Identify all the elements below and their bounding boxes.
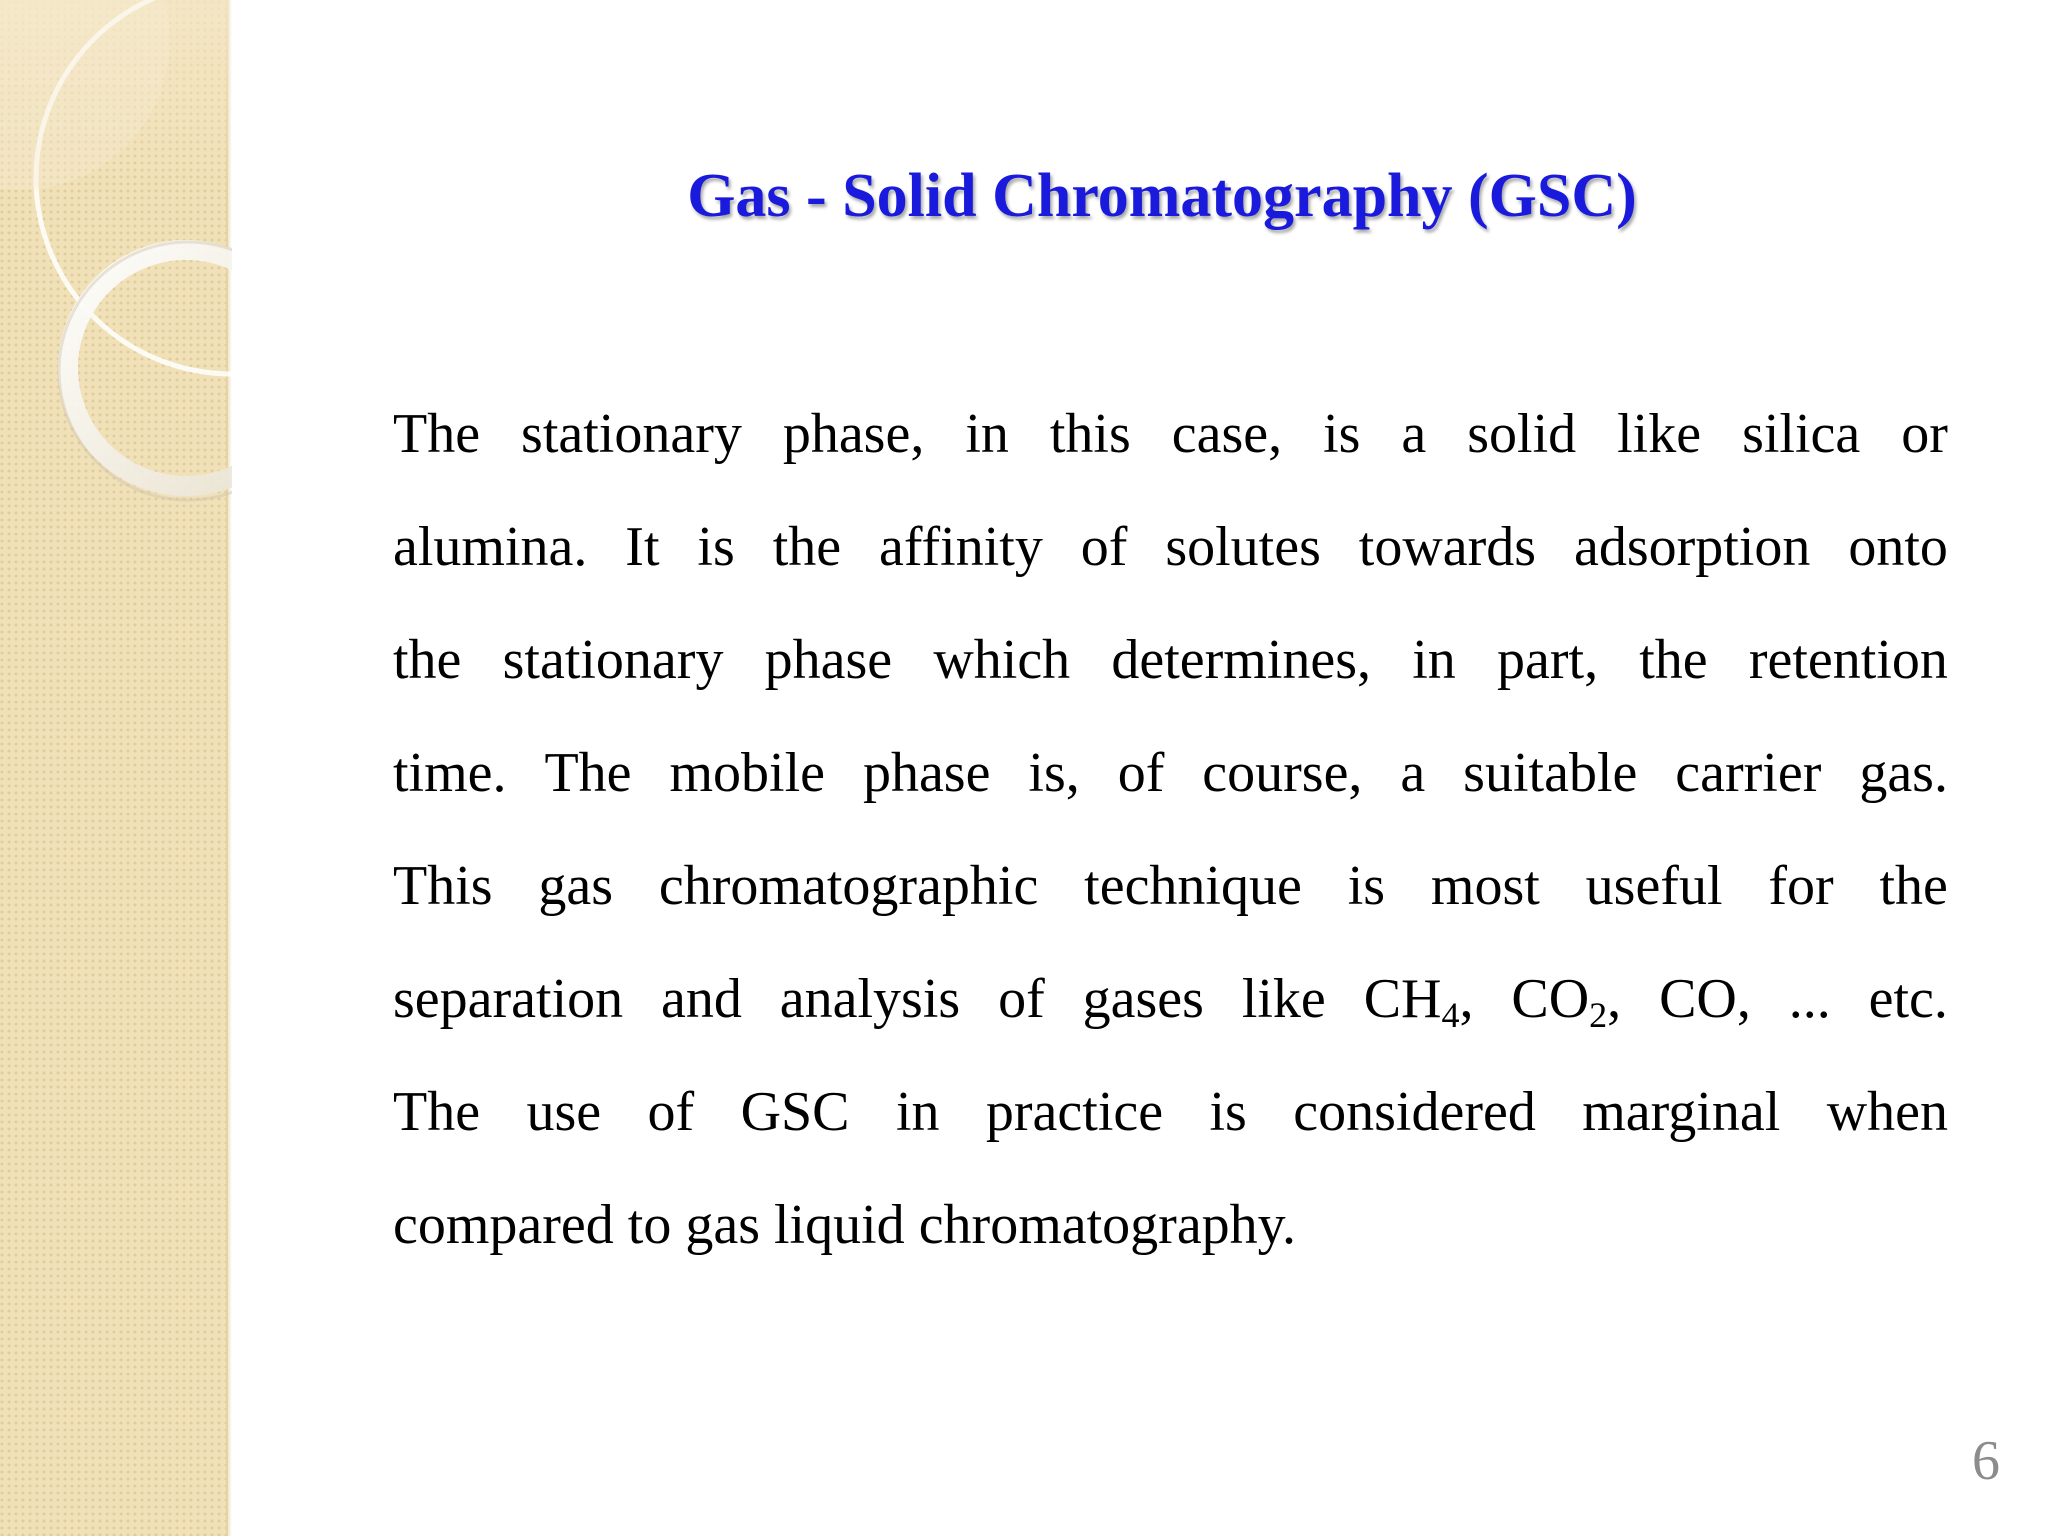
word: like: [1241, 968, 1326, 1030]
word: carrier: [1675, 742, 1822, 804]
word: like: [1617, 403, 1702, 465]
word: this: [1049, 403, 1131, 465]
word: for: [1768, 855, 1834, 917]
co2-comma: ,: [1607, 968, 1622, 1030]
paragraph-line-8: [393, 1177, 1948, 1290]
word: separation: [393, 968, 624, 1030]
word: This: [393, 855, 493, 917]
word: in: [965, 403, 1009, 465]
paragraph-line-2: [393, 499, 1948, 612]
word: phase: [862, 742, 991, 804]
etc-word: etc.: [1868, 968, 1948, 1030]
ch4-base: CH: [1363, 968, 1442, 1030]
word: silica: [1742, 403, 1861, 465]
word: time.: [393, 742, 507, 804]
paragraph-line-1: [393, 386, 1948, 499]
word: of: [1080, 516, 1128, 578]
word: analysis: [779, 968, 961, 1030]
word: case,: [1171, 403, 1283, 465]
word: is: [1209, 1081, 1247, 1143]
word: adsorption: [1573, 516, 1811, 578]
word: a: [1401, 403, 1427, 465]
word: which: [933, 629, 1071, 691]
word: onto: [1848, 516, 1948, 578]
word: towards: [1358, 516, 1537, 578]
word: the: [1639, 629, 1708, 691]
word: The: [393, 403, 481, 465]
word: a: [1400, 742, 1426, 804]
top-left-disc: [0, 0, 170, 190]
word: solid: [1467, 403, 1577, 465]
word: retention: [1748, 629, 1948, 691]
decorative-rings-graphic: [0, 0, 232, 520]
word: The: [544, 742, 632, 804]
paragraph-line-5: [393, 838, 1948, 951]
co2-subscript: 2: [1589, 995, 1608, 1035]
co2-formula: [1511, 951, 1621, 1064]
word: stationary: [521, 403, 742, 465]
word: is: [1323, 403, 1361, 465]
co-formula: CO,: [1659, 968, 1751, 1030]
word: most: [1430, 855, 1540, 917]
word: when: [1826, 1081, 1948, 1143]
word: the: [772, 516, 842, 578]
word: mobile: [669, 742, 825, 804]
word: compared: [393, 1194, 614, 1256]
word: determines,: [1111, 629, 1372, 691]
word: gases: [1082, 968, 1204, 1030]
word: in: [895, 1081, 940, 1143]
word: is,: [1028, 742, 1080, 804]
paragraph-line-4: [393, 725, 1948, 838]
word: the: [393, 629, 462, 691]
word: in: [1412, 629, 1456, 691]
ch4-subscript: 4: [1441, 995, 1460, 1035]
word: is: [697, 516, 735, 578]
word: gas: [538, 855, 614, 917]
word: solutes: [1165, 516, 1321, 578]
word: affinity: [879, 516, 1043, 578]
word: practice: [985, 1081, 1164, 1143]
word: stationary: [502, 629, 724, 691]
word: The: [393, 1081, 481, 1143]
word: suitable: [1463, 742, 1638, 804]
word: GSC: [740, 1081, 850, 1143]
word: of: [647, 1081, 695, 1143]
word: and: [661, 968, 742, 1030]
word: is: [1347, 855, 1386, 917]
word: or: [1901, 403, 1948, 465]
word: chromatographic: [658, 855, 1039, 917]
word: gas.: [1859, 742, 1948, 804]
word: of: [998, 968, 1045, 1030]
slide-page-number: 6: [1972, 1430, 2000, 1492]
paragraph-line-7: [393, 1064, 1948, 1177]
word: to: [627, 1194, 672, 1256]
word: course,: [1202, 742, 1363, 804]
word: gas: [685, 1194, 760, 1256]
word: phase: [764, 629, 893, 691]
ch4-formula: [1364, 951, 1474, 1064]
word: It: [625, 516, 660, 578]
slide-title: Gas - Solid Chromatography (GSC): [687, 162, 1637, 230]
paragraph-line-6: [393, 951, 1948, 1064]
ch4-comma: ,: [1459, 968, 1474, 1030]
word: the: [1879, 855, 1948, 917]
word: chromatography.: [918, 1194, 1297, 1256]
word: use: [526, 1081, 602, 1143]
word: alumina.: [393, 516, 588, 578]
word: marginal: [1582, 1081, 1781, 1143]
word: liquid: [774, 1194, 905, 1256]
ellipsis: ...: [1788, 968, 1831, 1030]
word: phase,: [782, 403, 925, 465]
word: part,: [1497, 629, 1599, 691]
word: useful: [1585, 855, 1723, 917]
word: technique: [1084, 855, 1302, 917]
word: of: [1117, 742, 1165, 804]
co2-base: CO: [1511, 968, 1590, 1030]
word: considered: [1293, 1081, 1536, 1143]
paragraph-line-3: [393, 612, 1948, 725]
slide-body-paragraph: [393, 386, 1948, 1290]
